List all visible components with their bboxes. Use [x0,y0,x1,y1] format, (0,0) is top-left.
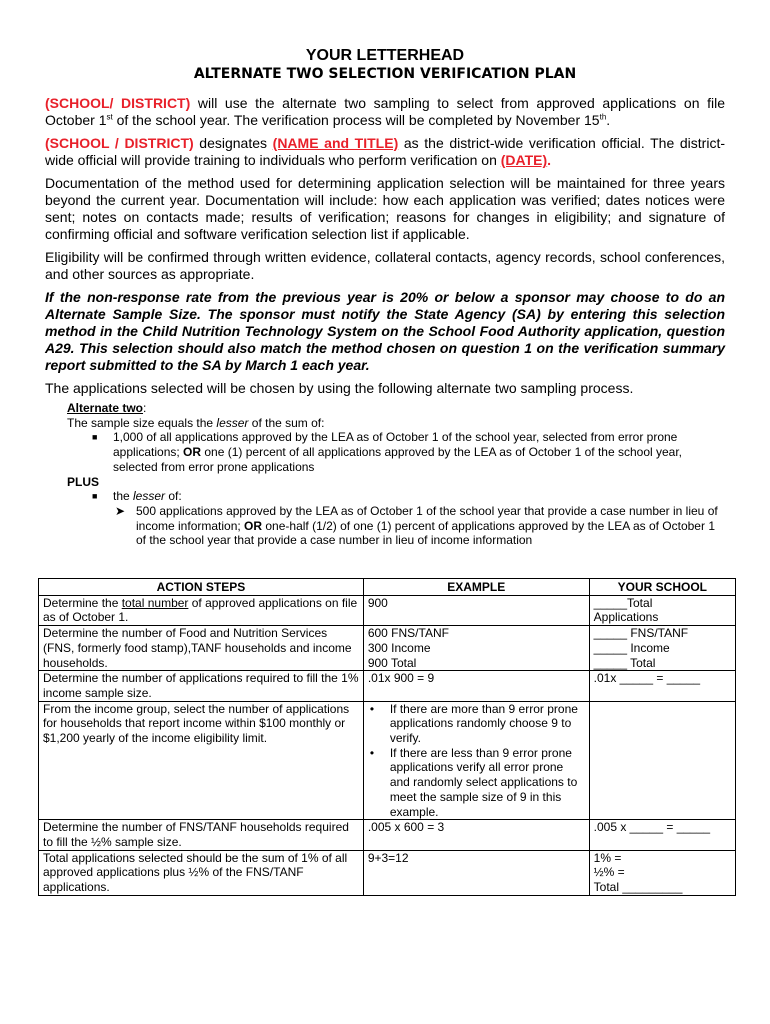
list-item: ➤ 500 applications approved by the LEA as of October 1 of the school year that provide a case number in lieu of income information; OR one-half (1/2) of one (1) percent of applications approved by the LEA as of October 1 of the school year that provide a case number in lieu of income information [115,503,718,548]
your-school-cell: _____Total Applications [589,595,735,625]
letterhead-title: YOUR LETTERHEAD [305,47,465,64]
square-bullet-icon: ■ [92,491,98,502]
list-item: • If there are more than 9 error prone applications randomly choose 9 to verify. [368,702,585,746]
table-row [39,850,736,895]
name-title-placeholder: (NAME and TITLE) [272,135,399,151]
example-cell: 900 [363,595,589,625]
your-school-cell [589,701,735,820]
table-header-row [39,579,736,596]
example-cell: 9+3=12 [363,850,589,895]
your-school-cell: _____ FNS/TANF _____ Income _____ Total [589,626,735,671]
table-row [39,595,736,625]
school-district-placeholder: (SCHOOL/ DISTRICT) [45,95,191,111]
list-item: ■ 1,000 of all applications approved by the LEA as of October 1 of the school year, selected from error prone applications; OR one (1) percent of all applications approved by the LEA as of October 1 of the school year, selected from error prone applications [92,430,683,474]
paragraph-non-response: If the non-response rate from the previous year is 20% or below a sponsor may choose to do an Alternate Sample Size. The sponsor must notify the State Agency (SA) by entering this selection method in the Child Nutrition Technology System on the School Food Authority application, question A29. This selection should also match the method chosen on question 1 on the verification summary report submitted to the SA by March 1 each year. [45,289,725,373]
table-row [39,820,736,850]
document-page [45,46,725,548]
your-school-cell: .01x _____ = _____ [589,671,735,701]
school-district-placeholder: (SCHOOL / DISTRICT) [45,135,194,151]
table-row [39,626,736,671]
alternate-two-section [67,401,725,548]
action-steps-table [38,578,736,896]
table-row [39,671,736,701]
list-item: • If there are less than 9 error prone applications verify all error prone and randomly select applications to meet the sample size of 9 in this example. [368,746,585,820]
example-cell: .005 x 600 = 3 [363,820,589,850]
action-step-cell: From the income group, select the number of applications for households that report income within $100 monthly or $1,200 yearly of the income eligibility limit. [39,701,364,820]
column-header-action-steps: ACTION STEPS [39,579,364,596]
plus-label: PLUS [67,474,100,489]
table-row [39,701,736,820]
paragraph-eligibility: Eligibility will be confirmed through written evidence, collateral contacts, agency records, school conferences, and other sources as appropriate. [45,249,725,282]
document-title: ALTERNATE TWO SELECTION VERIFICATION PLAN [193,66,577,82]
alternate-two-heading: Alternate two: [67,401,147,415]
example-cell [363,701,589,820]
action-step-cell: Determine the number of FNS/TANF households required to fill the ½% sample size. [39,820,364,850]
date-placeholder: (DATE) [500,152,548,168]
example-cell: 600 FNS/TANF 300 Income 900 Total [363,626,589,671]
alternate-two-list-2 [67,489,725,504]
paragraph-sampling-intro: (SCHOOL/ DISTRICT) will use the alternate two sampling to select from approved applications on file October 1st of the school year. The verification process will be completed by November 15th. [45,95,725,128]
column-header-your-school: YOUR SCHOOL [589,579,735,596]
your-school-cell: 1% = ½% = Total _________ [589,850,735,895]
square-bullet-icon: ■ [92,432,98,443]
action-step-cell: Total applications selected should be the sum of 1% of all approved applications plus ½% of the FNS/TANF applications. [39,850,364,895]
arrow-bullet-icon: ➤ [115,503,126,518]
list-item: ■ the lesser of: [92,489,182,504]
action-step-cell: Determine the total number of approved applications on file as of October 1. [39,595,364,625]
your-school-cell: .005 x _____ = _____ [589,820,735,850]
alternate-two-list-1 [67,430,725,474]
action-step-cell: Determine the number of Food and Nutrition Services (FNS, formerly food stamp),TANF households and income households. [39,626,364,671]
column-header-example: EXAMPLE [363,579,589,596]
paragraph-selection-process: The applications selected will be chosen by using the following alternate two sampling process. [45,380,634,396]
paragraph-documentation: Documentation of the method used for determining application selection will be maintained for three years beyond the current year. Documentation will include: how each application was verified; dates notices were sent; notes on contacts made; results of verification; reasons for changes in eligibility; and signature of confirming official and software verification selection list if applicable. [45,175,725,242]
action-step-cell: Determine the number of applications required to fill the 1% income sample size. [39,671,364,701]
example-cell: .01x 900 = 9 [363,671,589,701]
alternate-two-intro: The sample size equals the lesser of the sum of: [67,415,325,430]
paragraph-official-designation: (SCHOOL / DISTRICT) designates (NAME and TITLE) as the district-wide verification official. The district-wide official will provide training to individuals who perform verification on (DATE). [45,135,725,168]
